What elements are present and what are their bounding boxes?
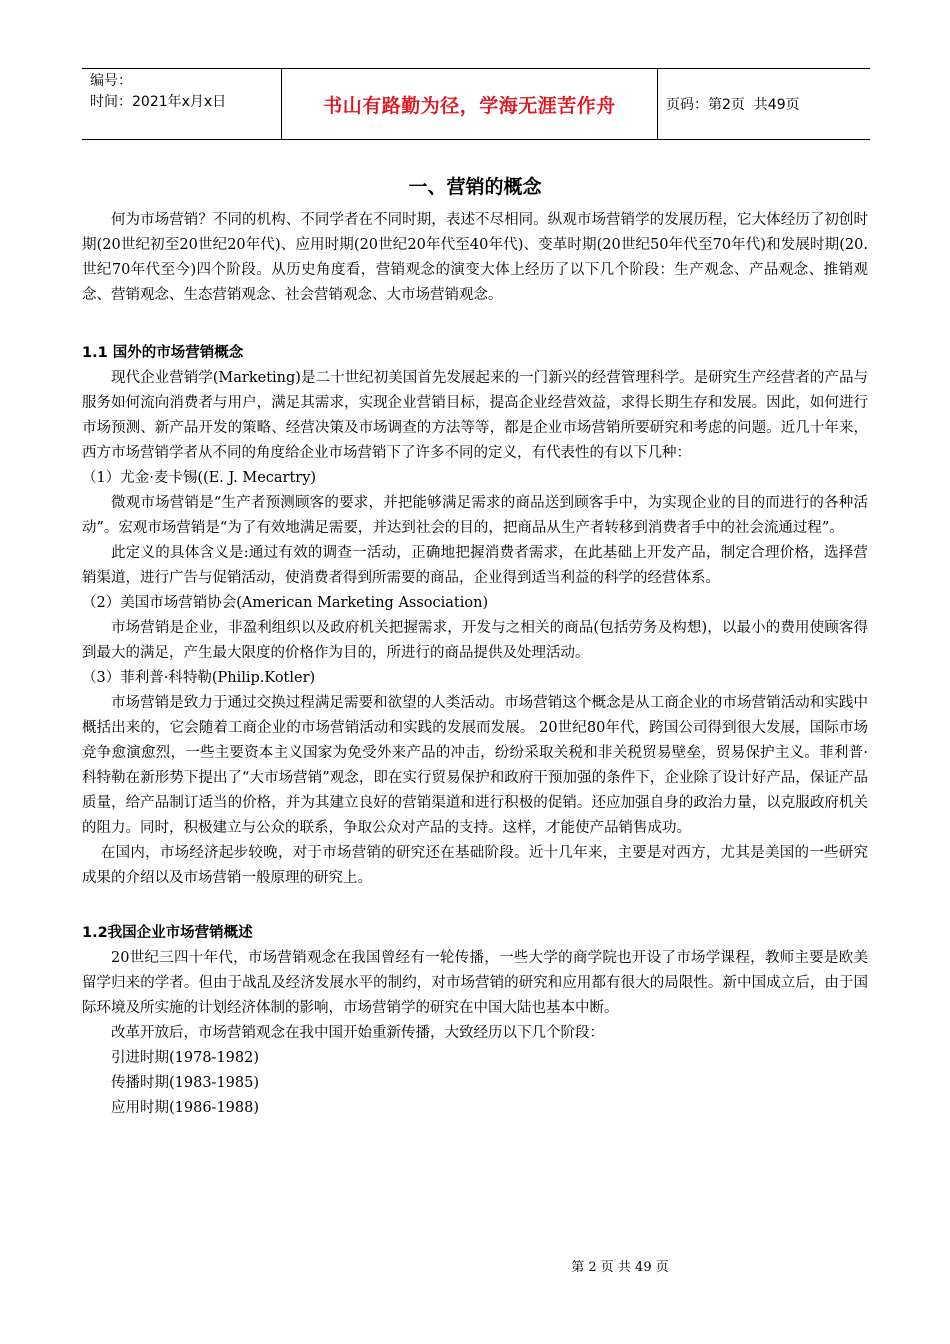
document-number-label: 编号： xyxy=(90,73,132,89)
stage-item-1: 引进时期(1978-1982) xyxy=(111,1050,260,1066)
section-heading-1-1: 1.1 国外的市场营销概念 xyxy=(82,345,244,361)
stage-item-2: 传播时期(1983-1985) xyxy=(111,1075,260,1091)
section-1-1-paragraph: 现代企业营销学(Marketing)是二十世纪初美国首先发展起来的一门新兴的经营管理科学。是研究生产经营者的产品与服务如何流向消费者与用户，满足其需求，实现企业营销目标，提高企业经营效益，求得长期生存和发展。因此，如何进行市场预测、新产品开发的策略、经营决策及市场调查的方法等等，都是企业市场营销所要研究和考虑的问题。近几十年来，西方市场营销学者从不同的角度给企业市场营销下了许多不同的定义，有代表性的有以下几种： xyxy=(82,370,868,461)
document-body xyxy=(82,208,868,1121)
definition-1-paragraph-1: 微观市场营销是“生产者预测顾客的要求，并把能够满足需求的商品送到顾客手中，为实现企业的目的而进行的各种活动”。宏观市场营销是“为了有效地满足需要，并达到社会的目的，把商品从生产者转移到消费者手中的社会流通过程”。 xyxy=(82,495,868,536)
header-meta-cell xyxy=(82,69,282,139)
definition-2-heading: （2）美国市场营销协会(American Marketing Association) xyxy=(82,595,489,611)
definition-1-paragraph-2: 此定义的具体含义是:通过有效的调查一活动，正确地把握消费者需求，在此基础上开发产品，制定合理价格，选择营销渠道，进行广告与促销活动，使消费者得到所需要的商品，企业得到适当利益的科学的经营体系。 xyxy=(82,545,868,586)
definition-3-heading: （3）菲利普·科特勒(Philip.Kotler) xyxy=(82,670,316,686)
definition-3-paragraph: 市场营销是致力于通过交换过程满足需要和欲望的人类活动。市场营销这个概念是从工商企业的市场营销活动和实践中概括出来的，它会随着工商企业的市场营销活动和实践的发展而发展。 20世纪80年代，跨国公司得到很大发展，国际市场竞争愈演愈烈，一些主要资本主义国家为免受外来产品的冲击，纷纷采取关税和非关税贸易壁垒，贸易保护主义。菲利普·科特勒在新形势下提出了“大市场营销”观念，即在实行贸易保护和政府干预加强的条件下，企业除了设计好产品，保证产品质量，给产品制订适当的价格，并为其建立良好的营销渠道和进行积极的促销。还应加强自身的政治力量，以克服政府机关的阻力。同时，积极建立与公众的联系，争取公众对产品的支持。这样，才能使产品销售成功。 xyxy=(82,695,868,836)
domestic-paragraph: 在国内，市场经济起步较晚，对于市场营销的研究还在基础阶段。近十几年来，主要是对西方，尤其是美国的一些研究成果的介绍以及市场营销一般原理的研究上。 xyxy=(82,845,868,886)
header-motto: 书山有路勤为径，学海无涯苦作舟 xyxy=(282,69,658,139)
definition-1-heading: （1）尤金·麦卡锡((E. J. Mecartry) xyxy=(82,470,317,486)
page-title: 一、营销的概念 xyxy=(408,176,542,198)
section-1-2-paragraph-2: 改革开放后，市场营销观念在我中国开始重新传播，大致经历以下几个阶段： xyxy=(111,1025,604,1041)
page-header-table xyxy=(82,68,870,140)
document-time-label: 时间：2021年x月x日 xyxy=(90,94,227,110)
section-1-2-paragraph-1: 20世纪三四十年代，市场营销观念在我国曾经有一轮传播，一些大学的商学院也开设了市场学课程，教师主要是欧美留学归来的学者。但由于战乱及经济发展水平的制约，对市场营销的研究和应用都有很大的局限性。新中国成立后，由于国际环境及所实施的计划经济体制的影响，市场营销学的研究在中国大陆也基本中断。 xyxy=(82,950,868,1016)
section-heading-1-2: 1.2我国企业市场营销概述 xyxy=(82,925,253,941)
stage-item-3: 应用时期(1986-1988) xyxy=(111,1100,260,1116)
page-footer: 第 2 页 共 49 页 xyxy=(571,1260,669,1275)
definition-2-paragraph: 市场营销是企业，非盈利组织以及政府机关把握需求，开发与之相关的商品(包括劳务及构想)，以最小的费用使顾客得到最大的满足，产生最大限度的价格作为目的，所进行的商品提供及处理活动。 xyxy=(82,620,868,661)
header-page-info-cell xyxy=(658,69,870,139)
header-page-info: 页码：第2页 共49页 xyxy=(666,97,800,113)
intro-paragraph: 何为市场营销？不同的机构、不同学者在不同时期，表述不尽相同。纵观市场营销学的发展历程，它大体经历了初创时期(20世纪初至20世纪20年代)、应用时期(20世纪20年代至40年代)、变革时期(20世纪50年代至70年代)和发展时期(20.世纪70年代至今)四个阶段。从历史角度看，营销观念的演变大体上经历了以下几个阶段：生产观念、产品观念、推销观念、营销观念、生态营销观念、社会营销观念、大市场营销观念。 xyxy=(82,212,868,303)
